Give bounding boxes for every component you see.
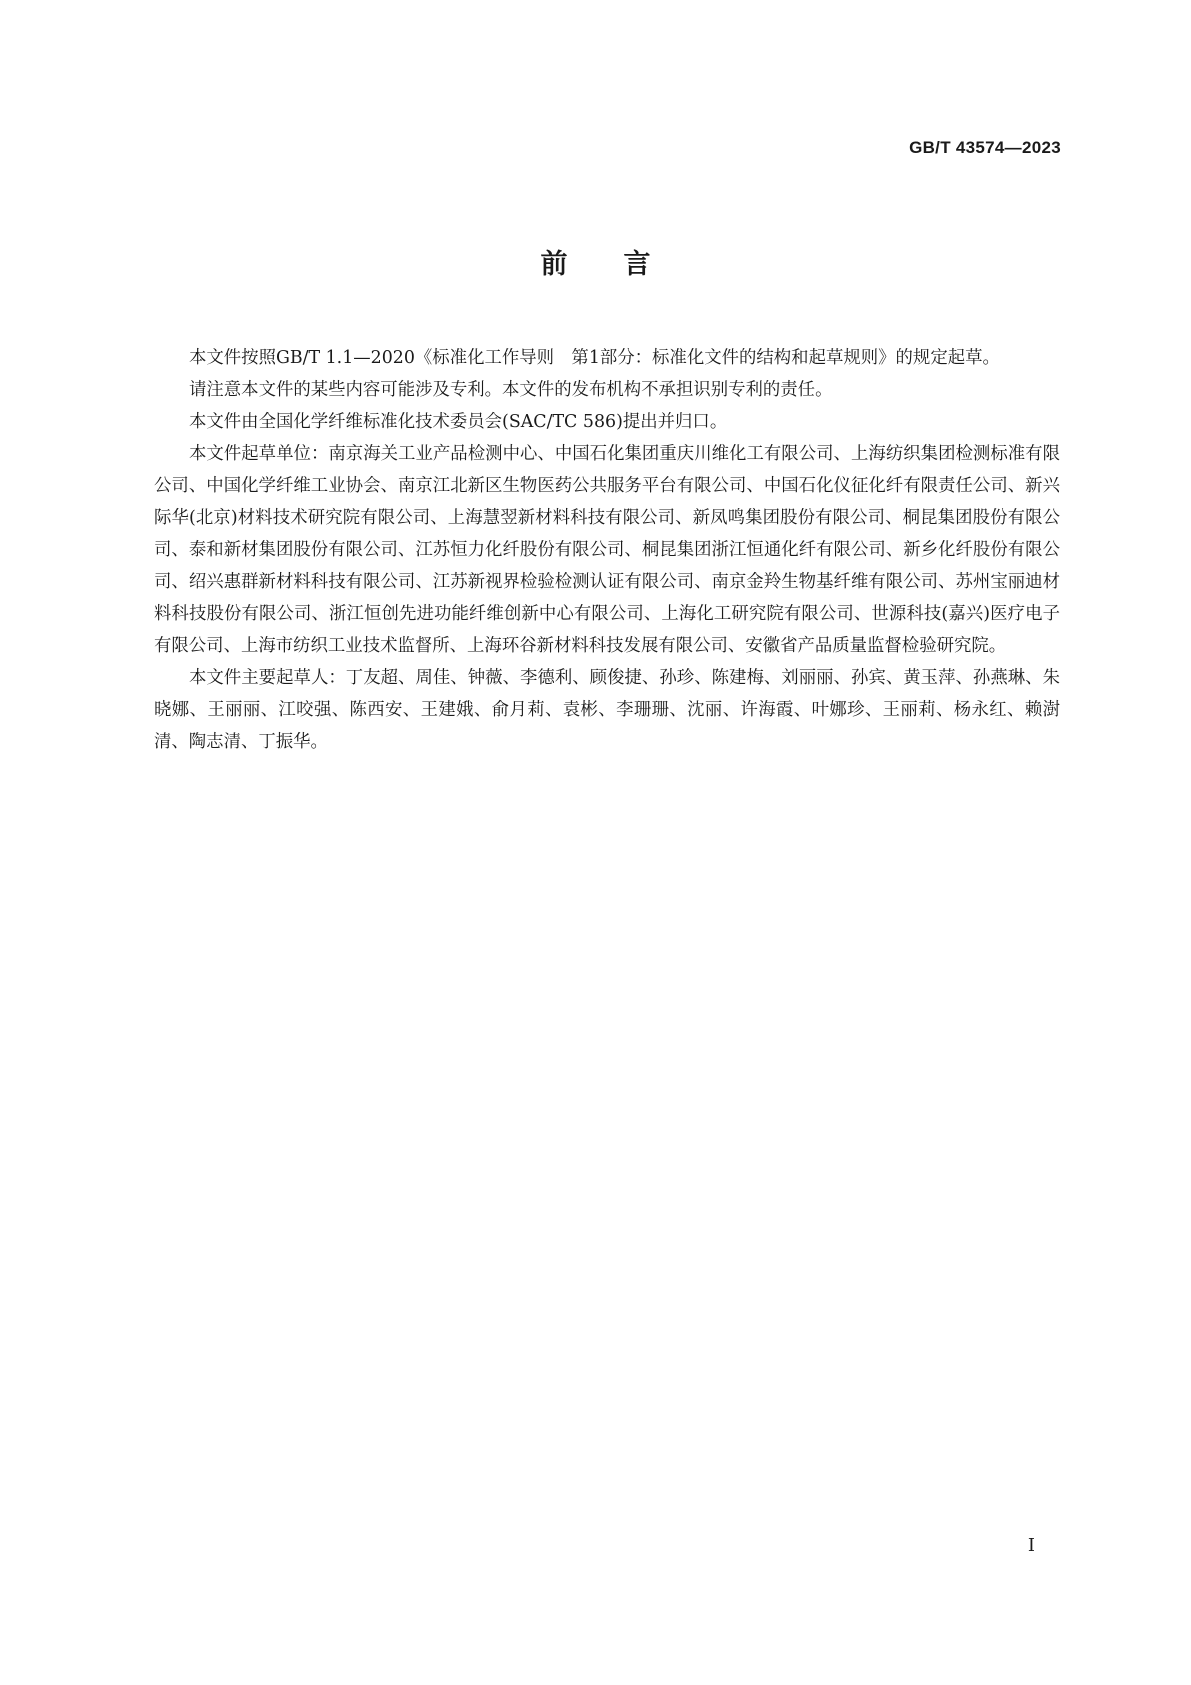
paragraph-patent-notice: 请注意本文件的某些内容可能涉及专利。本文件的发布机构不承担识别专利的责任。 [189, 380, 833, 400]
page-title: 前言 [540, 249, 707, 280]
paragraph-drafting-rules: 本文件按照GB/T 1.1—2020《标准化工作导则 第1部分：标准化文件的结构和起草规则》的规定起草。 [189, 348, 1000, 368]
paragraph-drafters: 本文件主要起草人：丁友超、周佳、钟薇、李德利、顾俊捷、孙珍、陈建梅、刘丽丽、孙宾、黄玉萍、孙燕琳、朱晓娜、王丽丽、江咬强、陈西安、王建娥、俞月莉、袁彬、李珊珊、沈丽、许海霞、叶娜珍、王丽莉、杨永红、赖澍清、陶志清、丁振华。 [154, 668, 1060, 752]
foreword-body [154, 342, 1060, 758]
page-number: I [1027, 1535, 1035, 1556]
paragraph-drafting-units: 本文件起草单位：南京海关工业产品检测中心、中国石化集团重庆川维化工有限公司、上海纺织集团检测标准有限公司、中国化学纤维工业协会、南京江北新区生物医药公共服务平台有限公司、中国石化仪征化纤有限责任公司、新兴际华(北京)材料技术研究院有限公司、上海慧翌新材料科技有限公司、新凤鸣集团股份有限公司、桐昆集团股份有限公司、泰和新材集团股份有限公司、江苏恒力化纤股份有限公司、桐昆集团浙江恒通化纤有限公司、新乡化纤股份有限公司、绍兴惠群新材料科技有限公司、江苏新视界检验检测认证有限公司、南京金羚生物基纤维有限公司、苏州宝丽迪材料科技股份有限公司、浙江恒创先进功能纤维创新中心有限公司、上海化工研究院有限公司、世源科技(嘉兴)医疗电子有限公司、上海市纺织工业技术监督所、上海环谷新材料科技发展有限公司、安徽省产品质量监督检验研究院。 [154, 444, 1060, 656]
paragraph-committee: 本文件由全国化学纤维标准化技术委员会(SAC/TC 586)提出并归口。 [189, 412, 728, 432]
standard-code: GB/T 43574—2023 [909, 138, 1061, 157]
